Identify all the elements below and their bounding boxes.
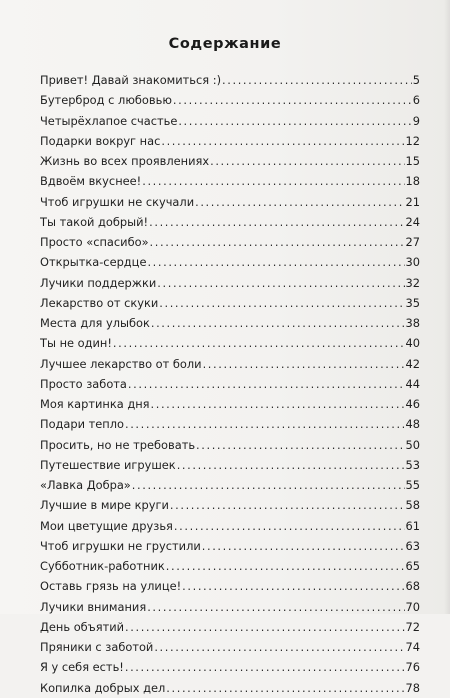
toc-entry-page: 18 [405, 174, 420, 189]
toc-entry-page: 9 [412, 113, 420, 128]
toc-entry-page: 78 [405, 680, 420, 695]
toc-entry-title: Лучики внимания [40, 599, 147, 614]
toc-entry [40, 232, 420, 252]
toc-entry-page: 44 [405, 376, 420, 391]
toc-leader-dots [170, 495, 405, 515]
toc-entry-title: Привет! Давай знакомиться :) [40, 73, 222, 87]
toc-entry [40, 678, 420, 698]
toc-entry-title: Просто забота [40, 376, 127, 391]
toc-entry-page: 30 [405, 255, 420, 270]
toc-entry-title: Чтоб игрушки не скучали [40, 194, 195, 209]
toc-title: Содержание [168, 36, 282, 52]
toc-entry [40, 617, 420, 637]
toc-leader-dots [125, 657, 405, 677]
toc-entry-title: Мои цветущие друзья [40, 518, 173, 533]
toc-entry-page: 63 [405, 538, 420, 553]
toc-entry-title: Чтоб игрушки не грустили [40, 538, 201, 553]
toc-entry [40, 293, 420, 313]
toc-leader-dots [182, 576, 404, 596]
toc-entry [40, 313, 420, 333]
toc-entry-title: Подарки вокруг нас [40, 133, 161, 148]
toc-entry [40, 131, 420, 151]
toc-entry-title: «Лавка Добра» [40, 478, 131, 492]
toc-leader-dots [154, 637, 404, 657]
page-edge-shadow [444, 0, 450, 614]
toc-entry-title: Бутерброд с любовью [40, 93, 172, 108]
toc-leader-dots [178, 111, 411, 131]
toc-leader-dots [174, 516, 405, 536]
toc-entry-title: Путешествие игрушек [40, 457, 176, 472]
toc-entry-title: Четырёхлапое счастье [40, 113, 178, 128]
toc-entry [40, 273, 420, 293]
toc-entry [40, 556, 420, 576]
toc-leader-dots [142, 171, 404, 191]
toc-entry [40, 374, 420, 394]
toc-entry-title: Ты не один! [40, 336, 112, 351]
toc-entry-title: Лучшие в мире круги [40, 498, 169, 513]
toc-entry-page: 6 [412, 93, 420, 108]
toc-leader-dots [151, 394, 405, 414]
toc-entry [40, 394, 420, 414]
toc-entry-title: Лекарство от скуки [40, 295, 159, 310]
toc-leader-dots [151, 313, 405, 333]
toc-entry-title: Моя картинка дня [40, 397, 150, 411]
toc-leader-dots [202, 536, 405, 556]
toc-leader-dots [195, 192, 404, 212]
toc-entry-page: 21 [405, 194, 420, 209]
toc-leader-dots [125, 414, 405, 434]
toc-entry-title: Оставь грязь на улице! [40, 579, 182, 594]
toc-entry-page: 68 [405, 579, 420, 594]
toc-entry [40, 90, 420, 110]
toc-leader-dots [196, 435, 404, 455]
toc-entry-title: Ты такой добрый! [40, 214, 149, 229]
toc-entry [40, 252, 420, 272]
toc-entry-title: Открытка-сердце [40, 255, 147, 270]
toc-leader-dots [147, 252, 404, 272]
toc-leader-dots [149, 212, 404, 232]
toc-leader-dots [132, 475, 405, 495]
toc-entry-page: 42 [405, 356, 420, 371]
toc-entry [40, 637, 420, 657]
toc-entry-title: Просто «спасибо» [40, 235, 149, 249]
toc-entry-title: Просить, но не требовать [40, 437, 196, 452]
toc-entry-page: 65 [405, 559, 420, 573]
toc-entry-page: 72 [405, 619, 420, 634]
toc-entry-page: 74 [405, 640, 420, 654]
toc-entry [40, 657, 420, 677]
toc-entry [40, 70, 420, 90]
toc-entry-page: 15 [405, 154, 420, 168]
toc-leader-dots [157, 273, 404, 293]
toc-leader-dots [125, 617, 404, 637]
toc-entry-page: 46 [405, 397, 420, 411]
toc-entry [40, 435, 420, 455]
toc-entry-page: 35 [405, 295, 420, 310]
toc-entry [40, 475, 420, 495]
toc-entry-title: Подари тепло [40, 417, 124, 432]
toc-entry-page: 76 [405, 660, 420, 675]
toc-entry-title: Лучики поддержки [40, 275, 157, 290]
toc-leader-dots [161, 131, 404, 151]
toc-entry-title: Места для улыбок [40, 316, 150, 330]
toc-entry-title: Вдвоём вкуснее! [40, 174, 142, 189]
toc-leader-dots [177, 455, 405, 475]
toc-leader-dots [203, 354, 405, 374]
toc-entry-page: 5 [412, 73, 420, 87]
toc-leader-dots [166, 556, 405, 576]
toc-entry-page: 48 [405, 417, 420, 432]
toc-entry [40, 171, 420, 191]
toc-entry-page: 53 [405, 457, 420, 472]
toc-entry [40, 455, 420, 475]
toc-entry-page: 58 [405, 498, 420, 513]
toc-leader-dots [222, 70, 412, 90]
toc-entry-page: 61 [405, 518, 420, 533]
toc-entry [40, 414, 420, 434]
toc-entry-page: 50 [405, 437, 420, 452]
toc-leader-dots [210, 151, 404, 171]
toc-leader-dots [128, 374, 405, 394]
toc-entry-title: Я у себя есть! [40, 660, 124, 675]
toc-entry-page: 12 [405, 133, 420, 148]
toc-leader-dots [166, 678, 404, 698]
toc-entry [40, 111, 420, 131]
toc-leader-dots [173, 90, 412, 110]
toc-entry [40, 576, 420, 596]
toc-entry-page: 70 [405, 599, 420, 614]
toc-entry-page: 32 [405, 275, 420, 290]
toc-entry-page: 40 [405, 336, 420, 351]
toc-entry [40, 151, 420, 171]
toc-list [40, 70, 420, 698]
toc-entry [40, 192, 420, 212]
toc-entry-page: 27 [405, 235, 420, 249]
toc-entry [40, 212, 420, 232]
toc-entry [40, 516, 420, 536]
toc-entry [40, 354, 420, 374]
toc-entry-title: День объятий [40, 619, 125, 634]
toc-entry-title: Лучшее лекарство от боли [40, 356, 202, 371]
toc-entry-page: 38 [405, 316, 420, 330]
toc-leader-dots [159, 293, 404, 313]
toc-leader-dots [113, 333, 405, 353]
toc-entry-title: Копилка добрых дел [40, 680, 166, 695]
toc-leader-dots [150, 232, 405, 252]
toc-entry-title: Субботник-работник [40, 559, 165, 573]
toc-entry-title: Жизнь во всех проявлениях [40, 154, 210, 168]
toc-entry [40, 333, 420, 353]
toc-entry [40, 495, 420, 515]
toc-entry-page: 24 [405, 214, 420, 229]
toc-entry [40, 536, 420, 556]
toc-entry-page: 55 [405, 478, 420, 492]
toc-entry-title: Пряники с заботой [40, 640, 154, 654]
